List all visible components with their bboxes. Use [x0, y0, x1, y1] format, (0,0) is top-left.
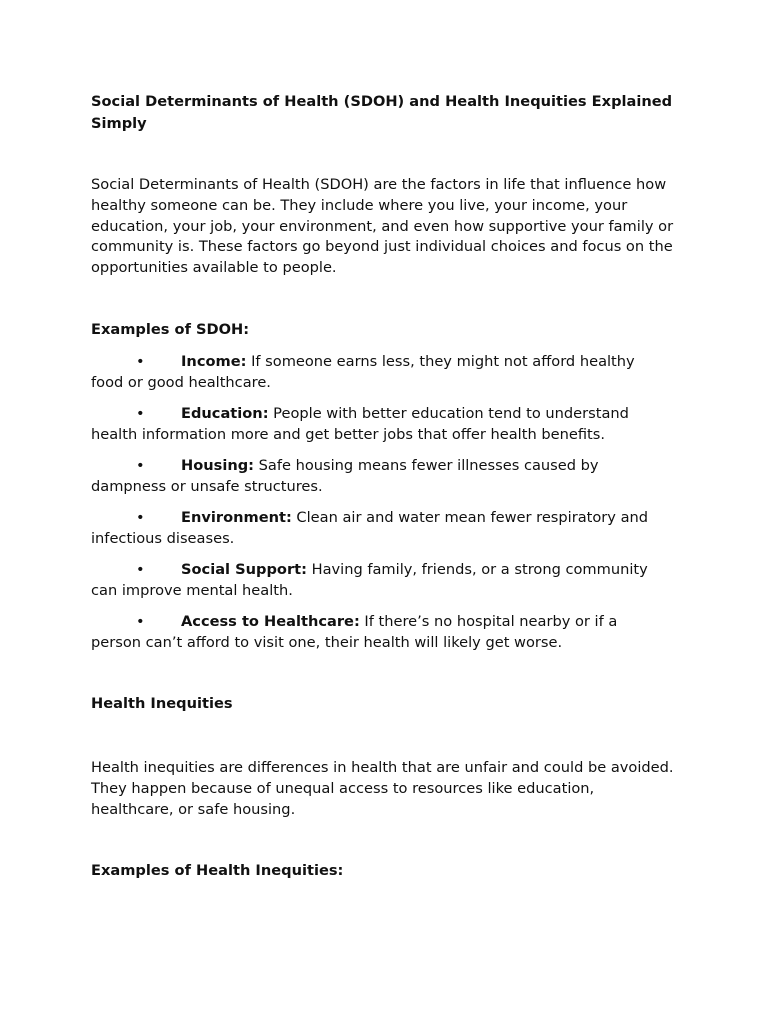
list-item [91, 352, 681, 394]
example-term: Social Support: [181, 561, 307, 578]
example-term: Access to Healthcare: [181, 613, 360, 630]
inequities-examples-heading: Examples of Health Inequities: [91, 862, 344, 879]
examples-heading: Examples of SDOH: [91, 321, 250, 338]
example-text: Safe housing means fewer illnesses caused by [254, 457, 599, 474]
example-term: Education: [181, 405, 269, 422]
example-text: If someone earns less, they might not afford healthy [246, 353, 635, 370]
inequities-paragraph: Health inequities are differences in health that are unfair and could be avoided. They happen because of unequal access to resources like education, healthcare, or safe housing. [91, 759, 674, 818]
example-text-continued: health information more and get better jobs that offer health benefits. [91, 425, 605, 443]
bullet-glyph: • [136, 613, 145, 630]
example-term: Housing: [181, 457, 254, 474]
example-text: If there’s no hospital nearby or if a [359, 613, 618, 630]
example-text: People with better education tend to understand [268, 405, 629, 422]
intro-paragraph: Social Determinants of Health (SDOH) are the factors in life that influence how healthy someone can be. They include where you live, your income, your education, your job, your environment, and even how supportive your family or community is. These factors go beyond just individual choices and focus on the opportunities available to people. [91, 176, 674, 277]
document-title: Social Determinants of Health (SDOH) and Health Inequities Explained Simply [91, 93, 673, 132]
bullet-glyph: • [136, 561, 145, 578]
bullet-glyph: • [136, 509, 145, 526]
example-term: Environment: [181, 509, 292, 526]
example-text: Having family, friends, or a strong community [306, 561, 648, 578]
list-item [91, 612, 681, 654]
inequities-heading: Health Inequities [91, 695, 233, 712]
example-text-continued: dampness or unsafe structures. [91, 477, 323, 495]
bullet-glyph: • [136, 405, 145, 422]
example-text-continued: infectious diseases. [91, 529, 235, 547]
bullet-glyph: • [136, 353, 145, 370]
list-item [91, 508, 681, 550]
example-text-continued: can improve mental health. [91, 581, 293, 599]
bullet-glyph: • [136, 457, 145, 474]
list-item [91, 404, 681, 446]
example-text: Clean air and water mean fewer respiratory and [291, 509, 649, 526]
example-term: Income: [181, 353, 247, 370]
example-text-continued: food or good healthcare. [91, 373, 271, 391]
example-text-continued: person can’t afford to visit one, their health will likely get worse. [91, 633, 563, 651]
list-item [91, 560, 681, 602]
list-item [91, 456, 681, 498]
